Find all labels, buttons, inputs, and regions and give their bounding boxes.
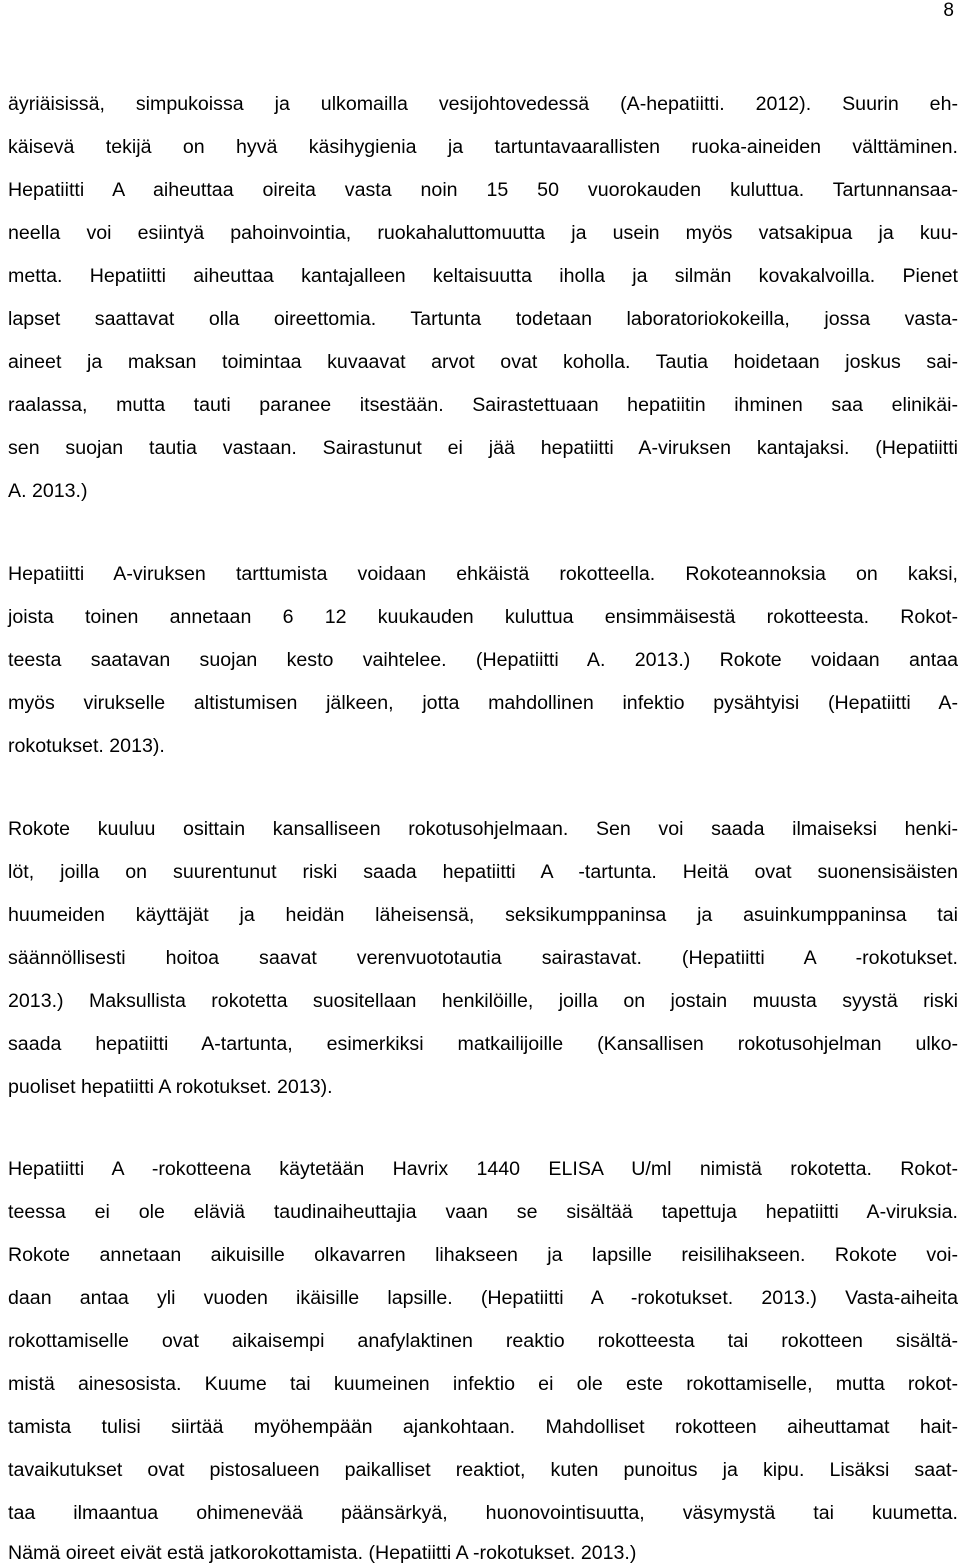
text-line: raalassa, mutta tauti paranee itsestään. Sairastettuaan hepatiitin ihminen saa elinikäi- xyxy=(8,394,958,416)
text-line: lapset saattavat olla oireettomia. Tartunta todetaan laboratoriokokeilla, jossa vasta- xyxy=(8,308,958,330)
text-line: mistä ainesosista. Kuume tai kuumeinen infektio ei ole este rokottamiselle, mutta rokot- xyxy=(8,1373,958,1395)
text-line: Rokote annetaan aikuisille olkavarren lihakseen ja lapsille reisilihakseen. Rokote voi- xyxy=(8,1244,958,1266)
text-line: äyriäisissä, simpukoissa ja ulkomailla vesijohtovedessä (A-hepatiitti. 2012). Suurin eh- xyxy=(8,93,958,115)
text-line: teessa ei ole eläviä taudinaiheuttajia vaan se sisältää tapettuja hepatiitti A-viruksia. xyxy=(8,1201,958,1223)
text-line: käisevä tekijä on hyvä käsihygienia ja tartuntavaarallisten ruoka-aineiden välttäminen. xyxy=(8,136,958,158)
text-line: löt, joilla on suurentunut riski saada hepatiitti A -tartunta. Heitä ovat suonensisäisten xyxy=(8,861,958,883)
text-line: neella voi esiintyä pahoinvointia, ruokahaluttomuutta ja usein myös vatsakipua ja kuu- xyxy=(8,222,958,244)
text-line: Nämä oireet eivät estä jatkorokottamista. (Hepatiitti A -rokotukset. 2013.) xyxy=(8,1542,637,1564)
text-line: säännöllisesti hoitoa saavat verenvuototautia sairastavat. (Hepatiitti A -rokotukset. xyxy=(8,947,958,969)
text-line: teesta saatavan suojan kesto vaihtelee. (Hepatiitti A. 2013.) Rokote voidaan antaa xyxy=(8,649,958,671)
text-line: tamista tulisi siirtää myöhempään ajankohtaan. Mahdolliset rokotteen aiheuttamat hait- xyxy=(8,1416,958,1438)
text-line: sen suojan tautia vastaan. Sairastunut ei jää hepatiitti A-viruksen kantajaksi. (Hepatiitti xyxy=(8,437,958,459)
text-line: 2013.) Maksullista rokotetta suositellaan henkilöille, joilla on jostain muusta syystä riski xyxy=(8,990,958,1012)
text-line: daan antaa yli vuoden ikäisille lapsille. (Hepatiitti A -rokotukset. 2013.) Vasta-aiheita xyxy=(8,1287,958,1309)
text-line: A. 2013.) xyxy=(8,480,88,502)
text-line: puoliset hepatiitti A rokotukset. 2013). xyxy=(8,1076,333,1098)
text-line: rokotukset. 2013). xyxy=(8,735,165,757)
text-line: Rokote kuuluu osittain kansalliseen rokotusohjelmaan. Sen voi saada ilmaiseksi henki- xyxy=(8,818,958,840)
text-line: saada hepatiitti A-tartunta, esimerkiksi matkailijoille (Kansallisen rokotusohjelman ulko- xyxy=(8,1033,958,1055)
text-line: aineet ja maksan toimintaa kuvaavat arvot ovat koholla. Tautia hoidetaan joskus sai- xyxy=(8,351,958,373)
text-line: joista toinen annetaan 6 12 kuukauden kuluttua ensimmäisestä rokotteesta. Rokot- xyxy=(8,606,958,628)
text-line: myös virukselle altistumisen jälkeen, jotta mahdollinen infektio pysähtyisi (Hepatiitti A- xyxy=(8,692,958,714)
text-line: huumeiden käyttäjät ja heidän läheisensä, seksikumppaninsa ja asuinkumppaninsa tai xyxy=(8,904,958,926)
text-line: Hepatiitti A aiheuttaa oireita vasta noin 15 50 vuorokauden kuluttua. Tartunnansaa- xyxy=(8,179,958,201)
text-line: tavaikutukset ovat pistosalueen paikalliset reaktiot, kuten punoitus ja kipu. Lisäksi saat- xyxy=(8,1459,958,1481)
text-line: metta. Hepatiitti aiheuttaa kantajalleen keltaisuutta iholla ja silmän kovakalvoilla. Pienet xyxy=(8,265,958,287)
text-line: Hepatiitti A-viruksen tarttumista voidaan ehkäistä rokotteella. Rokoteannoksia on kaksi, xyxy=(8,563,958,585)
text-line: rokottamiselle ovat aikaisempi anafylaktinen reaktio rokotteesta tai rokotteen sisältä- xyxy=(8,1330,958,1352)
text-line: taa ilmaantua ohimenevää päänsärkyä, huonovointisuutta, väsymystä tai kuumetta. xyxy=(8,1502,958,1524)
page-number: 8 xyxy=(943,0,954,21)
text-line: Hepatiitti A -rokotteena käytetään Havrix 1440 ELISA U/ml nimistä rokotetta. Rokot- xyxy=(8,1158,958,1180)
